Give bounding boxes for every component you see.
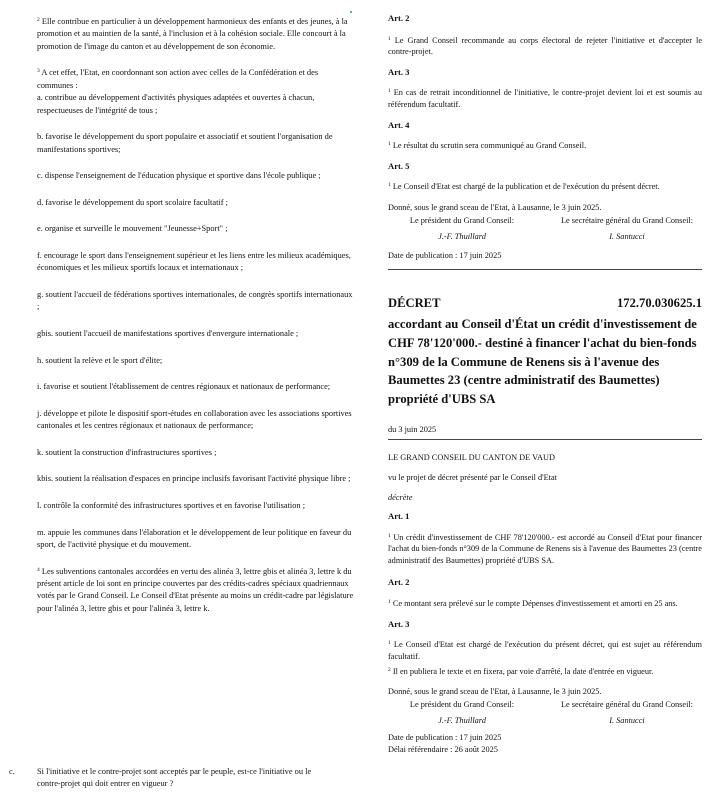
paragraph-2: $^2$ Elle contribue en particulier à un développement harmonieux des enfants et des jeunes, à la promotion et au maintien de la santé, à l'inclusion et à la cohésion sociale. Elle concourt à la promotion de l'image du canton et au développement de son économie. [37, 17, 348, 51]
signature-titles [388, 699, 702, 711]
article-text: $^1$ Le Conseil d'Etat est chargé de la publication et de l'exécution du présent décret. [388, 182, 660, 192]
item-kbis: kbis. soutient la réalisation d'espaces en principe inclusifs favorisant l'activité physique libre ; [37, 474, 351, 484]
item-e: e. organise et surveille le mouvement "Jeunesse+Sport" ; [37, 224, 228, 234]
item-d: d. favorise le développement du sport scolaire facultatif ; [37, 197, 228, 207]
separator-line [388, 269, 702, 270]
article-text: $^2$ Il en publiera le texte et en fixera, par voie d'arrêté, la date d'entrée en vigueur. [388, 666, 654, 676]
article-label: Art. 5 [388, 160, 410, 171]
article-text: $^1$ Le Conseil d'Etat est chargé de l'exécution du présent décret, qui est sujet au référendum facultatif. [388, 640, 703, 662]
item-a: a. contribue au développement d'activités physiques adaptées et ouvertes à chacun, respectueuses de l'intégrité de tous ; [37, 93, 315, 115]
article-label: Art. 2 [388, 13, 410, 23]
item-i: i. favorise et soutient l'établissement de centres régionaux et nationaux de performance; [37, 382, 331, 392]
signature-names [388, 715, 702, 727]
question-text: Si l'initiative et le contre-projet sont acceptés par le peuple, est-ce l'initiative ou le contre-projet qui doit entrer en vigueur ? [37, 767, 312, 789]
secretary-name: I. Santucci [609, 232, 645, 242]
secretary-title: Le secrétaire général du Grand Conseil: [560, 215, 693, 225]
question-c [9, 766, 317, 791]
article-text: $^1$ Un crédit d'investissement de CHF 78'120'000.- est accordé au Conseil d'Etat pour financer l'achat du bien-fonds n°309 de la Commune de Renens sis à l'avenue des Baumettes 23 (centre administratif des Baumettes) propriété d'UBS SA. [388, 532, 703, 566]
decree-heading: DÉCRET [388, 296, 441, 311]
item-m: m. appuie les communes dans l'élaboration et le développement de leur politique en faveur du sport, de l'activité physique et du mouvement. [37, 527, 352, 549]
right-column [388, 0, 702, 755]
article-text: $^1$ Ce montant sera prélevé sur le compte Dépenses d'investissement et amorti en 25 ans. [388, 599, 678, 609]
item-f: f. encourage le sport dans l'enseignement supérieur et les liens entre les milieux académiques, économiques et les milieux sportifs locaux et internationaux ; [37, 251, 351, 273]
left-column [37, 0, 355, 615]
item-l: l. contrôle la conformité des infrastructures sportives et en favorise l'utilisation ; [37, 500, 306, 510]
item-g: g. soutient l'accueil de fédérations sportives internationales, de congrès sportifs internationaux ; [37, 290, 353, 312]
article-label: Art. 3 [388, 618, 410, 629]
item-h: h. soutient la relève et le sport d'élite; [37, 355, 163, 365]
decree-date: du 3 juin 2025 [388, 424, 437, 434]
referendum-deadline: Délai référendaire : 26 août 2025 [388, 744, 498, 754]
vu-clause: vu le projet de décret présenté par le Conseil d'Etat [388, 473, 557, 483]
item-j: j. développe et pilote le dispositif sport-études en collaboration avec les associations sportives cantonales et les centres régionaux et nationaux de performance; [37, 408, 352, 431]
decree-title: accordant au Conseil d'État un crédit d'investissement de CHF 78'120'000.- destiné à financer l'achat du bien-fonds n°309 de la Commune de Renens sis à l'avenue des Baumettes 23 (centre administratif des Baumettes) propriété d'UBS SA [388, 316, 697, 407]
signature-titles [388, 215, 702, 227]
secretary-title: Le secrétaire général du Grand Conseil: [560, 699, 693, 709]
item-k: k. soutient la construction d'infrastructures sportives ; [37, 447, 217, 457]
item-c: c. dispense l'enseignement de l'éducation physique et sportive dans l'école publique ; [37, 171, 321, 181]
decrete-word: décrète [388, 492, 413, 502]
president-name: J.-F. Thuillard [438, 232, 486, 242]
article-text: $^1$ Le résultat du scrutin sera communiqué au Grand Conseil. [388, 141, 587, 151]
paragraph-4: $^4$ Les subventions cantonales accordées en vertu des alinéa 3, lettre gbis et alinéa 3, lettre k du présent article de loi sont en principe couvertes par des crédits-cadres spéciaux quadriennaux votés par le Grand Conseil. Le Conseil d'Etat présente au moins un crédit-cadre par législature pour l'alinéa 3, lettre gbis et pour l'alinéa 3, lettre k. [37, 566, 354, 613]
decree-number: 172.70.030625.1 [616, 296, 702, 311]
separator-line [388, 439, 702, 440]
article-label: Art. 2 [388, 576, 410, 587]
article-label: Art. 4 [388, 119, 410, 130]
decree-header [388, 298, 702, 310]
president-title: Le président du Grand Conseil: [409, 699, 515, 709]
president-title: Le président du Grand Conseil: [409, 215, 515, 225]
article-text: $^1$ Le Grand Conseil recommande au corps électoral de rejeter l'initiative et d'accepter le contre-projet. [388, 35, 702, 57]
item-b: b. favorise le développement du sport populaire et associatif et soutient l'organisation de manifestations sportives; [37, 132, 333, 154]
article-label: Art. 1 [388, 511, 410, 522]
publication-date: Date de publication : 17 juin 2025 [388, 250, 502, 260]
secretary-name: I. Santucci [609, 716, 645, 726]
item-gbis: gbis. soutient l'accueil de manifestations sportives d'envergure internationale ; [37, 329, 299, 338]
president-name: J.-F. Thuillard [438, 716, 486, 726]
question-letter: c. [9, 767, 15, 776]
publication-date: Date de publication : 17 juin 2025 [388, 732, 502, 742]
paragraph-3: $^3$ A cet effet, l'Etat, en coordonnant son action avec celles de la Confédération et des communes : a. contribue au développement d'activités physiques adaptées et ouvertes à chacun, respectueuses de l'intégrité de tous ; [37, 68, 319, 115]
article-text: $^1$ En cas de retrait inconditionnel de l'initiative, le contre-projet devient loi et est soumis au référendum facultatif. [388, 88, 702, 109]
given-statement: Donné, sous le grand sceau de l'Etat, à Lausanne, le 3 juin 2025. [388, 202, 602, 212]
article-label: Art. 3 [388, 66, 410, 77]
signature-names [388, 231, 702, 243]
given-statement: Donné, sous le grand sceau de l'Etat, à Lausanne, le 3 juin 2025. [388, 687, 602, 697]
authority: LE GRAND CONSEIL DU CANTON DE VAUD [388, 453, 556, 463]
